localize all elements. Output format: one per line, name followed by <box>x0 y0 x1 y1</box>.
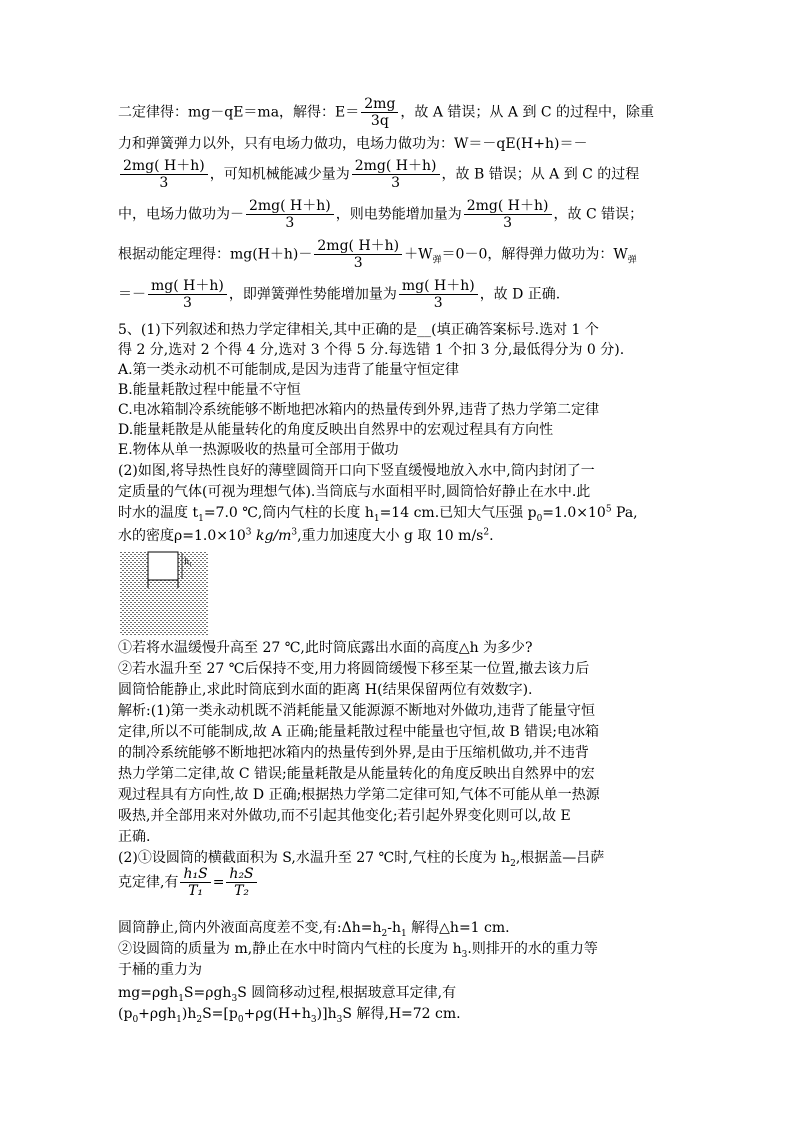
text-span: (p <box>118 1006 133 1022</box>
equals-sign: = <box>212 874 225 891</box>
fraction <box>352 158 440 191</box>
text-span: 的制冷系统能够不断地把冰箱内的热量传到外界,是由于压缩机做功,并不违背 <box>118 745 589 761</box>
text-line <box>118 96 678 129</box>
fraction <box>180 866 210 899</box>
sub-question-2 <box>118 659 678 679</box>
cylinder-water-figure <box>120 548 208 636</box>
text-span: 圆筒静止,筒内外液面高度差不变,有:Δh=h <box>118 920 382 936</box>
solution-line <box>118 722 678 742</box>
text-span: ，则电势能增加量为 <box>335 206 462 223</box>
text-span: ，故 C 错误； <box>553 206 644 223</box>
text-span: D.能量耗散是从能量转化的角度反映出自然界中的宏观过程具有方向性 <box>118 422 554 438</box>
subscript: 弹 <box>627 255 637 266</box>
solution-line <box>118 743 678 763</box>
text-span: 解析:(1)第一类永动机既不消耗能量又能源源不断地对外做功,违背了能量守恒 <box>118 703 595 719</box>
text-span: A.第一类永动机不可能制成,是因为违背了能量守恒定律 <box>118 362 460 378</box>
text-span: (2)①设圆筒的横截面积为 S,水温升至 27 ℃时,气柱的长度为 h <box>118 850 511 866</box>
denominator: 3q <box>370 113 389 129</box>
numerator: h₂S <box>226 866 256 883</box>
text-span: 解得△h=1 cm. <box>406 920 510 936</box>
text-line <box>118 134 678 154</box>
denominator: 3 <box>353 255 363 271</box>
text-span: .则排开的水的重力等 <box>467 941 598 957</box>
superscript: 5 <box>605 504 612 515</box>
subscript: 3 <box>231 993 238 1004</box>
text-span: ＋W <box>404 246 433 263</box>
text-span: S 圆筒移动过程,根据玻意耳定律,有 <box>237 985 457 1001</box>
denominator: 3 <box>433 295 443 311</box>
text-span: ＝－ <box>118 286 146 303</box>
text-span: 观过程具有方向性,故 D 正确;根据热力学第二定律可知,气体不可能从单一热源 <box>118 787 600 803</box>
text-span: kg/m <box>251 528 292 544</box>
text-span: B.能量耗散过程中能量不守恒 <box>118 382 301 398</box>
fraction <box>314 238 402 271</box>
numerator: mg( H＋h) <box>399 278 478 295</box>
numerator: mg( H＋h) <box>148 278 227 295</box>
superscript: 3 <box>291 527 298 538</box>
fraction <box>399 278 478 311</box>
denominator: 3 <box>285 215 295 231</box>
text-span: 正确. <box>118 829 151 845</box>
subscript: 3 <box>461 949 468 960</box>
text-span: E.物体从单一热源吸收的热量可全部用于做功 <box>118 442 399 458</box>
text-span: 定质量的气体(可视为理想气体).当筒底与水面相平时,圆筒恰好静止在水中.此 <box>118 484 591 500</box>
solution-line <box>118 918 678 938</box>
text-span: 热力学第二定律,故 C 错误;能量耗散是从能量转化的角度反映出自然界中的宏 <box>118 766 595 782</box>
denominator: 3 <box>503 215 513 231</box>
option-d <box>118 420 678 440</box>
solution-line <box>118 960 678 980</box>
text-line <box>118 158 678 191</box>
text-span: ，故 D 正确. <box>479 286 561 303</box>
text-line <box>118 680 678 700</box>
fraction <box>226 866 256 899</box>
text-line <box>118 526 678 546</box>
subscript: 2 <box>196 1014 203 1025</box>
text-span: 克定律,有 <box>118 874 179 891</box>
option-c <box>118 400 678 420</box>
text-line <box>118 198 678 231</box>
text-span: 定律,所以不可能制成,故 A 正确;能量耗散过程中能量也守恒,故 B 错误;电冰箱 <box>118 724 599 740</box>
text-span: 吸热,并全部用来对外做功,而不引起其他变化;若引起外界变化则可以,故 E <box>118 808 571 824</box>
subscript: 1 <box>198 513 204 524</box>
subscript: 3 <box>310 1014 317 1025</box>
sub-question-1 <box>118 638 678 658</box>
text-span: ＝0－0，解得弹力做功为：W <box>441 246 628 263</box>
solution-line <box>118 939 678 959</box>
text-span: =1.0×10 <box>542 505 606 521</box>
denominator: T₂ <box>234 883 250 899</box>
text-span: =7.0 ℃,筒内气柱的长度 h <box>203 505 374 521</box>
text-line <box>118 320 678 340</box>
text-span: ，即弹簧弹性势能增加量为 <box>228 286 397 303</box>
text-span: 水的密度ρ=1.0×10 <box>118 528 246 544</box>
text-span: )]h <box>316 1006 337 1022</box>
text-span: S=[p <box>202 1006 238 1022</box>
text-line <box>118 461 678 481</box>
text-span: 5、(1)下列叙述和热力学定律相关,其中正确的是__(填正确答案标号.选对 1 个 <box>118 322 599 338</box>
text-span: C.电冰箱制冷系统能够不断地把冰箱内的热量传到外界,违背了热力学第二定律 <box>118 402 600 418</box>
denominator: 3 <box>182 295 192 311</box>
denominator: 3 <box>159 175 169 191</box>
numerator: 2mg( H＋h) <box>352 158 440 175</box>
numerator: 2mg( H＋h) <box>246 198 334 215</box>
solution-line <box>118 785 678 805</box>
text-span: +ρg(H+h <box>243 1006 311 1022</box>
text-span: 时水的温度 t <box>118 505 199 521</box>
text-span: Pa, <box>611 505 638 521</box>
solution-line <box>118 866 678 899</box>
text-span: ，故 B 错误；从 A 到 C 的过程 <box>441 166 640 183</box>
text-span: =14 cm.已知大气压强 p <box>379 505 537 521</box>
text-line <box>118 238 678 271</box>
text-span: )h <box>181 1006 197 1022</box>
figure-label-h1: $h_1$ <box>184 557 193 568</box>
denominator: T₁ <box>188 883 204 899</box>
fraction <box>361 96 398 129</box>
text-span: 根据动能定理得：mg(H＋h)－ <box>118 246 313 263</box>
fraction <box>148 278 227 311</box>
fraction <box>464 198 552 231</box>
text-span: 得 2 分,选对 2 个得 4 分,选对 3 个得 5 分.每选错 1 个扣 3 分,最低得分为 0 分). <box>118 342 625 358</box>
denominator: 3 <box>391 175 401 191</box>
text-span: ①若将水温缓慢升高至 27 ℃,此时筒底露出水面的高度△h 为多少? <box>118 640 533 656</box>
option-a <box>118 360 678 380</box>
text-span: ②若水温升至 27 ℃后保持不变,用力将圆筒缓慢下移至某一位置,撤去该力后 <box>118 661 590 677</box>
solution-line <box>118 983 678 1003</box>
text-span: S=ρgh <box>183 985 232 1001</box>
text-span: 二定律得：mg－qE＝ma，解得：E＝ <box>118 104 360 121</box>
subscript: 0 <box>237 1014 244 1025</box>
numerator: h₁S <box>180 866 210 883</box>
text-span: -h <box>387 920 401 936</box>
text-span: 于桶的重力为 <box>118 962 202 978</box>
text-span: ,根据盖—吕萨 <box>515 850 605 866</box>
subscript: 0 <box>132 1014 139 1025</box>
text-line <box>118 278 678 311</box>
solution-line <box>118 848 678 868</box>
text-line <box>118 340 678 360</box>
subscript: 2 <box>510 858 516 869</box>
text-span: 力和弹簧弹力以外，只有电场力做功，电场力做功为：W＝－qE(H+h)＝－ <box>118 136 588 152</box>
option-e <box>118 440 678 460</box>
text-span: . <box>489 528 494 544</box>
subscript: 1 <box>400 928 407 939</box>
text-span: mg=ρgh <box>118 985 179 1001</box>
cylinder <box>148 552 178 580</box>
subscript: 0 <box>536 513 543 524</box>
text-span: +ρgh <box>138 1006 177 1022</box>
superscript: 3 <box>245 527 252 538</box>
subscript: 2 <box>381 928 388 939</box>
subscript: 1 <box>176 1014 182 1025</box>
subscript: 弹 <box>432 255 442 266</box>
text-line <box>118 503 678 523</box>
numerator: 2mg( H＋h) <box>314 238 402 255</box>
solution-line <box>118 806 678 826</box>
solution-line <box>118 1004 678 1024</box>
text-span: ,重力加速度大小 g 取 10 m/s <box>297 528 484 544</box>
text-span: 圆筒恰能静止,求此时筒底到水面的距离 H(结果保留两位有效数字). <box>118 682 533 698</box>
text-span: ，故 A 错误；从 A 到 C 的过程中，除重 <box>400 104 655 121</box>
subscript: 1 <box>373 513 380 524</box>
fraction <box>120 158 208 191</box>
subscript: 3 <box>336 1014 343 1025</box>
text-span: S 解得,H=72 cm. <box>342 1006 461 1022</box>
text-span: 中，电场力做功为－ <box>118 206 244 223</box>
text-span: (2)如图,将导热性良好的薄壁圆筒开口向下竖直缓慢地放入水中,筒内封闭了一 <box>118 463 595 479</box>
numerator: 2mg( H＋h) <box>120 158 208 175</box>
solution-line <box>118 827 678 847</box>
text-line <box>118 482 678 502</box>
text-span: ，可知机械能减少量为 <box>209 166 350 183</box>
option-b <box>118 380 678 400</box>
subscript: 1 <box>178 993 184 1004</box>
numerator: 2mg( H＋h) <box>464 198 552 215</box>
superscript: 2 <box>483 527 490 538</box>
fraction <box>246 198 334 231</box>
solution-line <box>118 764 678 784</box>
solution-line <box>118 701 678 721</box>
numerator: 2mg <box>361 96 398 113</box>
text-span: ②设圆筒的质量为 m,静止在水中时筒内气柱的长度为 h <box>118 941 462 957</box>
